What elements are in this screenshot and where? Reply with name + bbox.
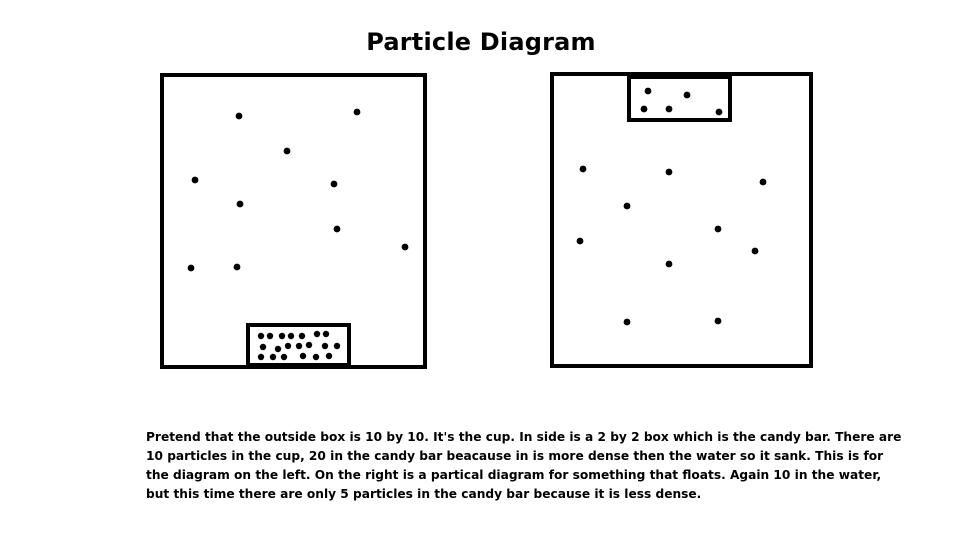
explanation-text: Pretend that the outside box is 10 by 10. It's the cup. In side is a 2 by 2 box which is the candy bar. There are 10 particles in the cup, 20 in the candy bar beacause in is more dense then the water so it sank. This is for the diagram on the left. On the right is a partical diagram for something that floats. Again 10 in the water, but this time there are only 5 particles in the candy bar because it is less dense.: [146, 430, 902, 501]
candy-particle: [296, 343, 302, 349]
water-particle: [666, 261, 673, 268]
candy-particle: [641, 106, 648, 113]
water-particle: [624, 319, 631, 326]
candy-particle: [300, 353, 306, 359]
water-particle: [192, 177, 199, 184]
candy-particle: [326, 353, 332, 359]
candy-particle: [258, 354, 264, 360]
right-candy-bar-particles: [641, 88, 723, 116]
candy-particle: [313, 354, 319, 360]
water-particle: [715, 318, 722, 325]
candy-particle: [684, 92, 691, 99]
water-particle: [188, 265, 195, 272]
water-particle: [237, 201, 244, 208]
diagram-title: Particle Diagram: [366, 28, 596, 56]
candy-particle: [334, 343, 340, 349]
candy-particle: [288, 333, 294, 339]
candy-particle: [323, 331, 329, 337]
right-cup-box: [552, 74, 811, 366]
water-particle: [331, 181, 338, 188]
candy-particle: [716, 109, 723, 116]
right-candy-bar-box: [629, 77, 730, 120]
candy-particle: [275, 346, 281, 352]
water-particle: [760, 179, 767, 186]
candy-particle: [270, 354, 276, 360]
candy-particle: [306, 342, 312, 348]
water-particle: [284, 148, 291, 155]
right-cup-particles: [577, 166, 767, 326]
candy-particle: [281, 354, 287, 360]
candy-particle: [260, 344, 266, 350]
candy-particle: [299, 333, 305, 339]
left-particle-diagram: [162, 75, 425, 367]
left-candy-bar-particles: [258, 331, 340, 360]
water-particle: [402, 244, 409, 251]
water-particle: [236, 113, 243, 120]
candy-particle: [285, 343, 291, 349]
candy-particle: [322, 343, 328, 349]
water-particle: [666, 169, 673, 176]
candy-particle: [279, 333, 285, 339]
water-particle: [715, 226, 722, 233]
water-particle: [752, 248, 759, 255]
water-particle: [334, 226, 341, 233]
candy-particle: [258, 333, 264, 339]
left-cup-particles: [188, 109, 409, 272]
water-particle: [577, 238, 584, 245]
water-particle: [234, 264, 241, 271]
candy-particle: [645, 88, 652, 95]
water-particle: [624, 203, 631, 210]
candy-particle: [267, 333, 273, 339]
candy-particle: [666, 106, 673, 113]
water-particle: [580, 166, 587, 173]
water-particle: [354, 109, 361, 116]
right-particle-diagram: [552, 74, 811, 366]
candy-particle: [314, 331, 320, 337]
